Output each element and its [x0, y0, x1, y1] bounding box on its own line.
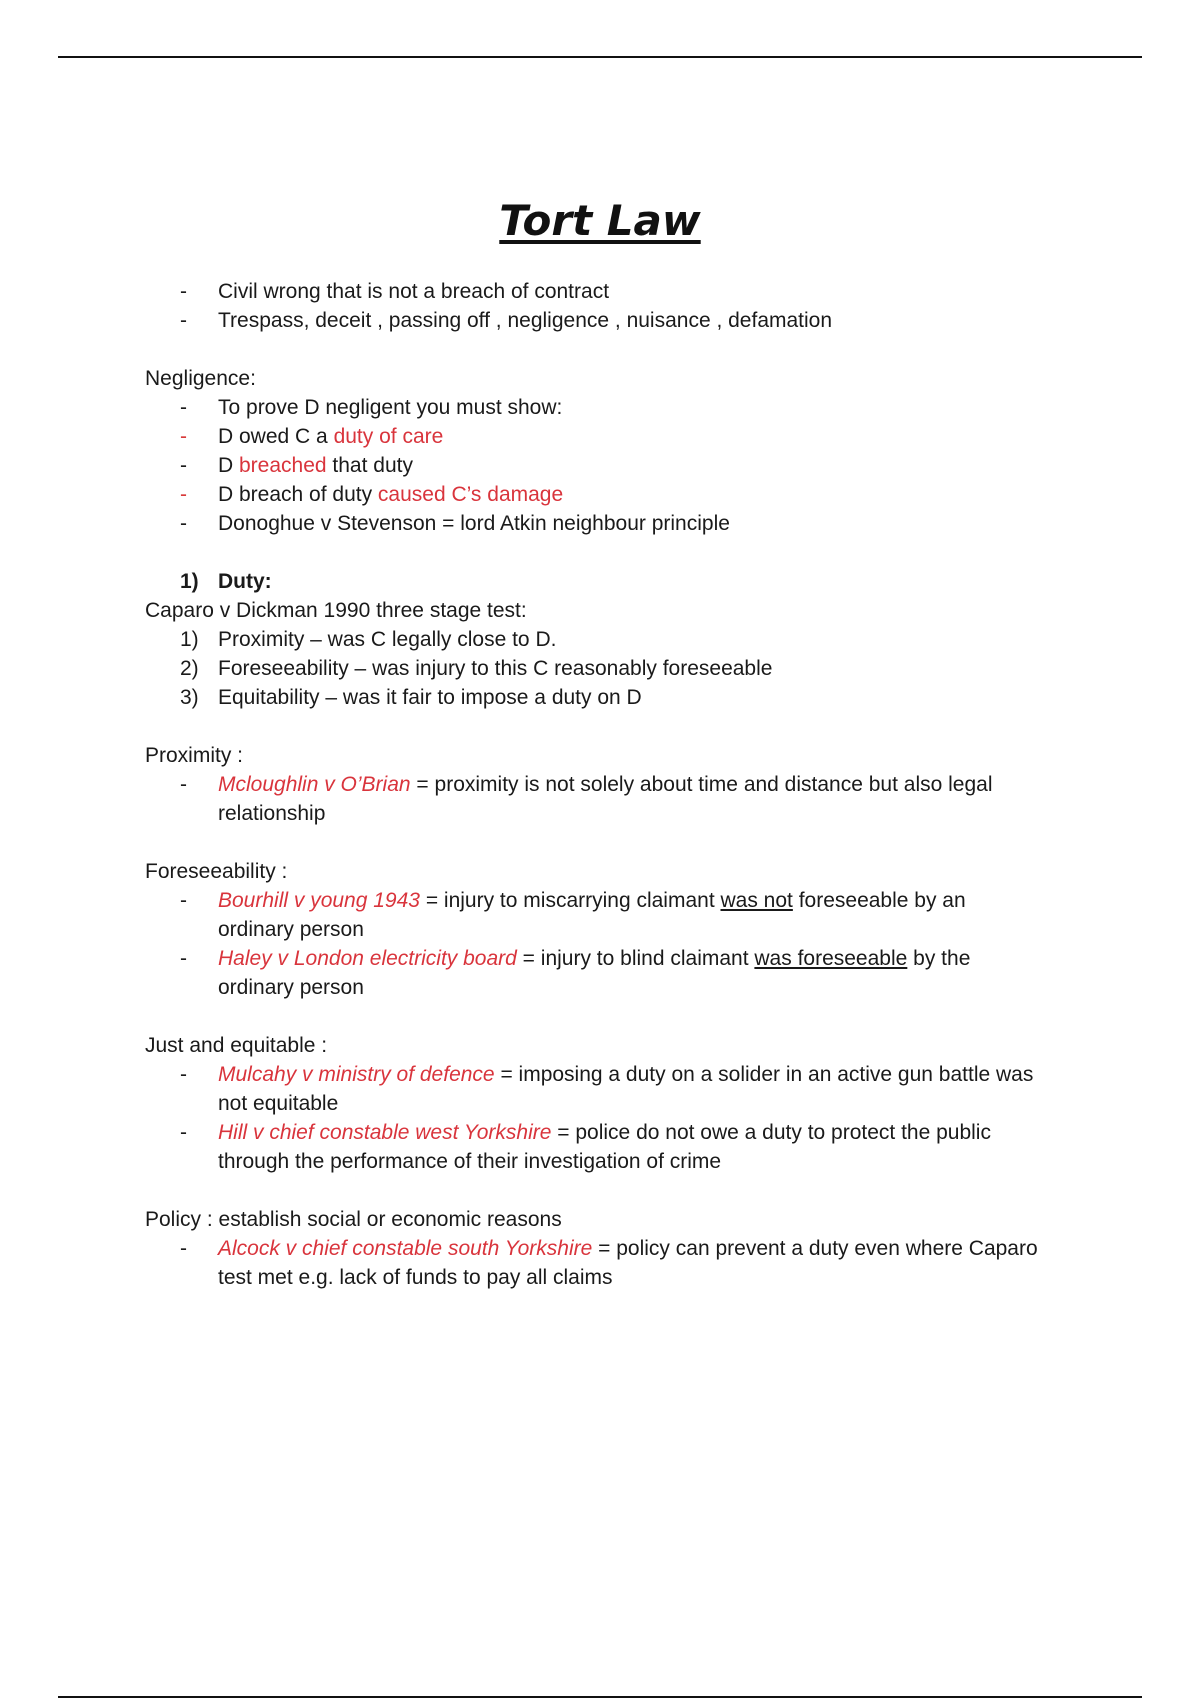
list-item: - Haley v London electricity board = injury to blind claimant was foreseeable by the ordinary person — [180, 947, 971, 999]
list-item: - Civil wrong that is not a breach of contract — [145, 277, 1045, 306]
foreseeability-heading: Foreseeability : — [145, 860, 288, 883]
duty-heading: 1) Duty: — [180, 570, 272, 593]
page-title: Tort Law — [499, 196, 701, 245]
list-item: - D breached that duty — [180, 454, 413, 477]
list-item: 2) Foreseeability – was injury to this C reasonably foreseeable — [180, 657, 773, 680]
list-item: - Mcloughlin v O’Brian = proximity is not solely about time and distance but also legal relationship — [180, 773, 993, 825]
list-item: - D owed C a duty of care — [180, 425, 444, 448]
negligence-heading: Negligence: — [145, 367, 256, 390]
list-item: - Trespass, deceit , passing off , negligence , nuisance , defamation — [145, 306, 1045, 335]
list-item: - Mulcahy v ministry of defence = imposing a duty on a solider in an active gun battle was not equitable — [180, 1063, 1034, 1115]
list-item: - To prove D negligent you must show: — [180, 396, 563, 419]
list-item: - Bourhill v young 1943 = injury to miscarrying claimant was not foreseeable by an ordinary person — [180, 889, 966, 941]
list-item: - Alcock v chief constable south Yorkshire = policy can prevent a duty even where Caparo test met e.g. lack of funds to pay all claims — [180, 1237, 1038, 1289]
list-item: - D breach of duty caused C’s damage — [180, 483, 564, 506]
caparo-line: Caparo v Dickman 1990 three stage test: — [145, 599, 527, 622]
proximity-heading: Proximity : — [145, 744, 244, 767]
top-rule — [58, 56, 1142, 58]
bullet-dash: - — [180, 280, 187, 303]
list-item: - Hill v chief constable west Yorkshire = police do not owe a duty to protect the public through the performance of their investigation of crime — [180, 1121, 991, 1173]
bottom-rule — [58, 1696, 1142, 1698]
equitable-heading: Just and equitable : — [145, 1034, 328, 1057]
policy-heading: Policy : establish social or economic reasons — [145, 1208, 562, 1231]
list-item: - Donoghue v Stevenson = lord Atkin neighbour principle — [180, 512, 730, 535]
list-item: 1) Proximity – was C legally close to D. — [180, 628, 557, 651]
list-item: 3) Equitability – was it fair to impose a duty on D — [180, 686, 642, 709]
document-body — [145, 277, 1045, 1292]
bullet-dash: - — [180, 309, 187, 332]
